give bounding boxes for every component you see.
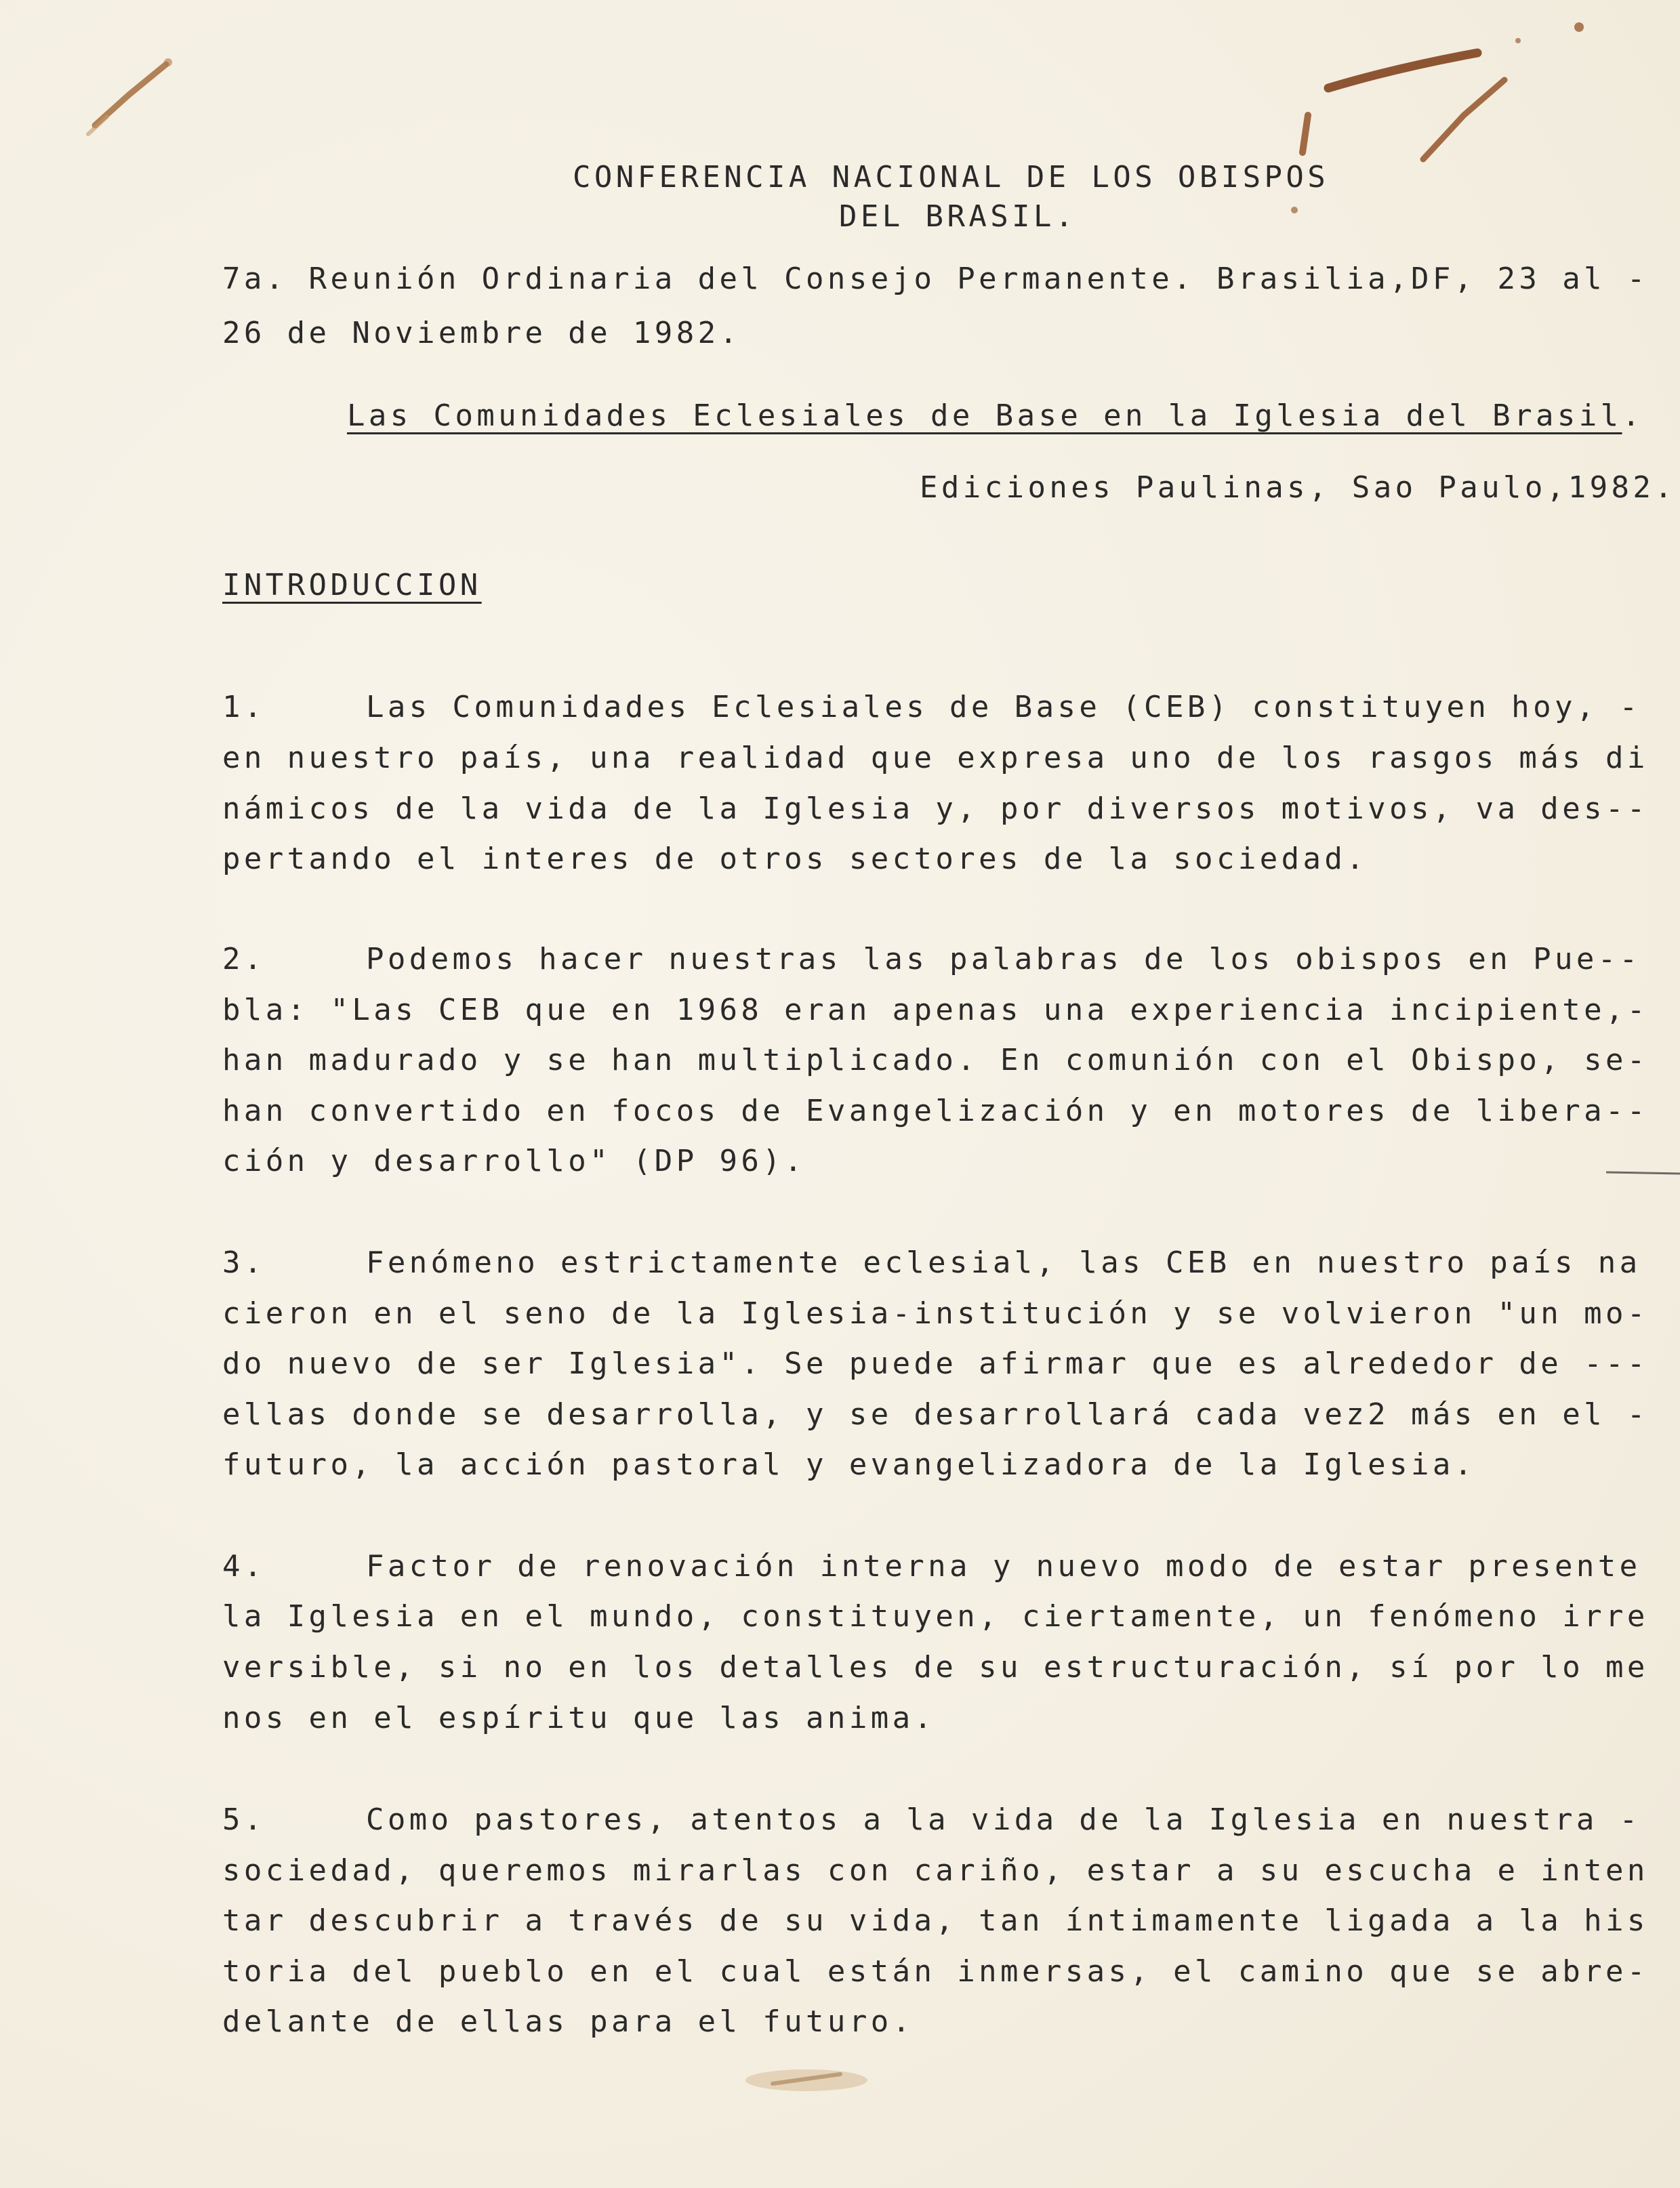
meeting-line-2: 26 de Noviembre de 1982. [222, 316, 741, 350]
paragraph-line: en nuestro país, una realidad que expresa uno de los rasgos más di [222, 741, 1649, 775]
publication-title-period: . [1622, 398, 1644, 433]
paragraph-line: tar descubrir a través de su vida, tan íntimamente ligada a la his [222, 1903, 1649, 1938]
publication-title: Las Comunidades Eclesiales de Base en la Iglesia del Brasil [347, 398, 1622, 433]
header-line-1: CONFERENCIA NACIONAL DE LOS OBISPOS [573, 160, 1330, 194]
paragraph-number: 4. [222, 1549, 266, 1584]
paragraph-line: námicos de la vida de la Iglesia y, por diversos motivos, va des-- [222, 791, 1649, 826]
paragraph-number: 5. [222, 1802, 266, 1837]
paragraph-number: 3. [222, 1245, 266, 1280]
paragraph-line: delante de ellas para el futuro. [222, 2004, 914, 2039]
paragraph-line: cieron en el seno de la Iglesia-institución y se volvieron "un mo- [222, 1296, 1649, 1331]
paragraph-line: Factor de renovación interna y nuevo modo de estar presente [366, 1549, 1641, 1584]
margin-mark-right [1606, 1165, 1680, 1179]
paragraph-line: do nuevo de ser Iglesia". Se puede afirmar que es alrededor de --- [222, 1346, 1649, 1381]
paragraph-line: Podemos hacer nuestras las palabras de los obispos en Pue-- [366, 942, 1641, 976]
publication-title-line [347, 398, 1644, 433]
publication-imprint: Ediciones Paulinas, Sao Paulo,1982. [920, 470, 1677, 505]
section-heading [222, 568, 482, 602]
paragraph-line: sociedad, queremos mirarlas con cariño, estar a su escucha e inten [222, 1853, 1649, 1888]
paragraph-line: han madurado y se han multiplicado. En comunión con el Obispo, se- [222, 1043, 1649, 1077]
paragraph-line: futuro, la acción pastoral y evangelizadora de la Iglesia. [222, 1447, 1476, 1482]
paragraph-line: han convertido en focos de Evangelización y en motores de libera-- [222, 1094, 1649, 1128]
paragraph-line: toria del pueblo en el cual están inmersas, el camino que se abre- [222, 1954, 1649, 1989]
paragraph-line: bla: "Las CEB que en 1968 eran apenas una experiencia incipiente,- [222, 993, 1649, 1027]
paragraph-number: 2. [222, 942, 266, 976]
paragraph-line: ellas donde se desarrolla, y se desarrollará cada vez2 más en el - [222, 1397, 1649, 1432]
paragraph-line: nos en el espíritu que las anima. [222, 1701, 936, 1735]
paragraph-line: ción y desarrollo" (DP 96). [222, 1144, 806, 1178]
meeting-line-1: 7a. Reunión Ordinaria del Consejo Permanente. Brasilia,DF, 23 al - [222, 262, 1649, 296]
paragraph-line: Como pastores, atentos a la vida de la Iglesia en nuestra - [366, 1802, 1641, 1837]
rust-stain-top-left [75, 47, 190, 149]
paragraph-number: 1. [222, 690, 266, 724]
paragraph-line: Fenómeno estrictamente eclesial, las CEB en nuestro país na [366, 1245, 1641, 1280]
header-line-2: DEL BRASIL. [839, 199, 1077, 234]
paragraph-line: Las Comunidades Eclesiales de Base (CEB) constituyen hoy, - [366, 690, 1641, 724]
paragraph-line: versible, si no en los detalles de su estructuración, sí por lo me [222, 1650, 1649, 1685]
section-heading-text: INTRODUCCION [222, 568, 482, 602]
paragraph-line: la Iglesia en el mundo, constituyen, ciertamente, un fenómeno irre [222, 1599, 1649, 1634]
rust-stain-bottom [732, 2057, 881, 2104]
paragraph-line: pertando el interes de otros sectores de la sociedad. [222, 842, 1368, 876]
rust-stain-top-right [1281, 14, 1606, 217]
